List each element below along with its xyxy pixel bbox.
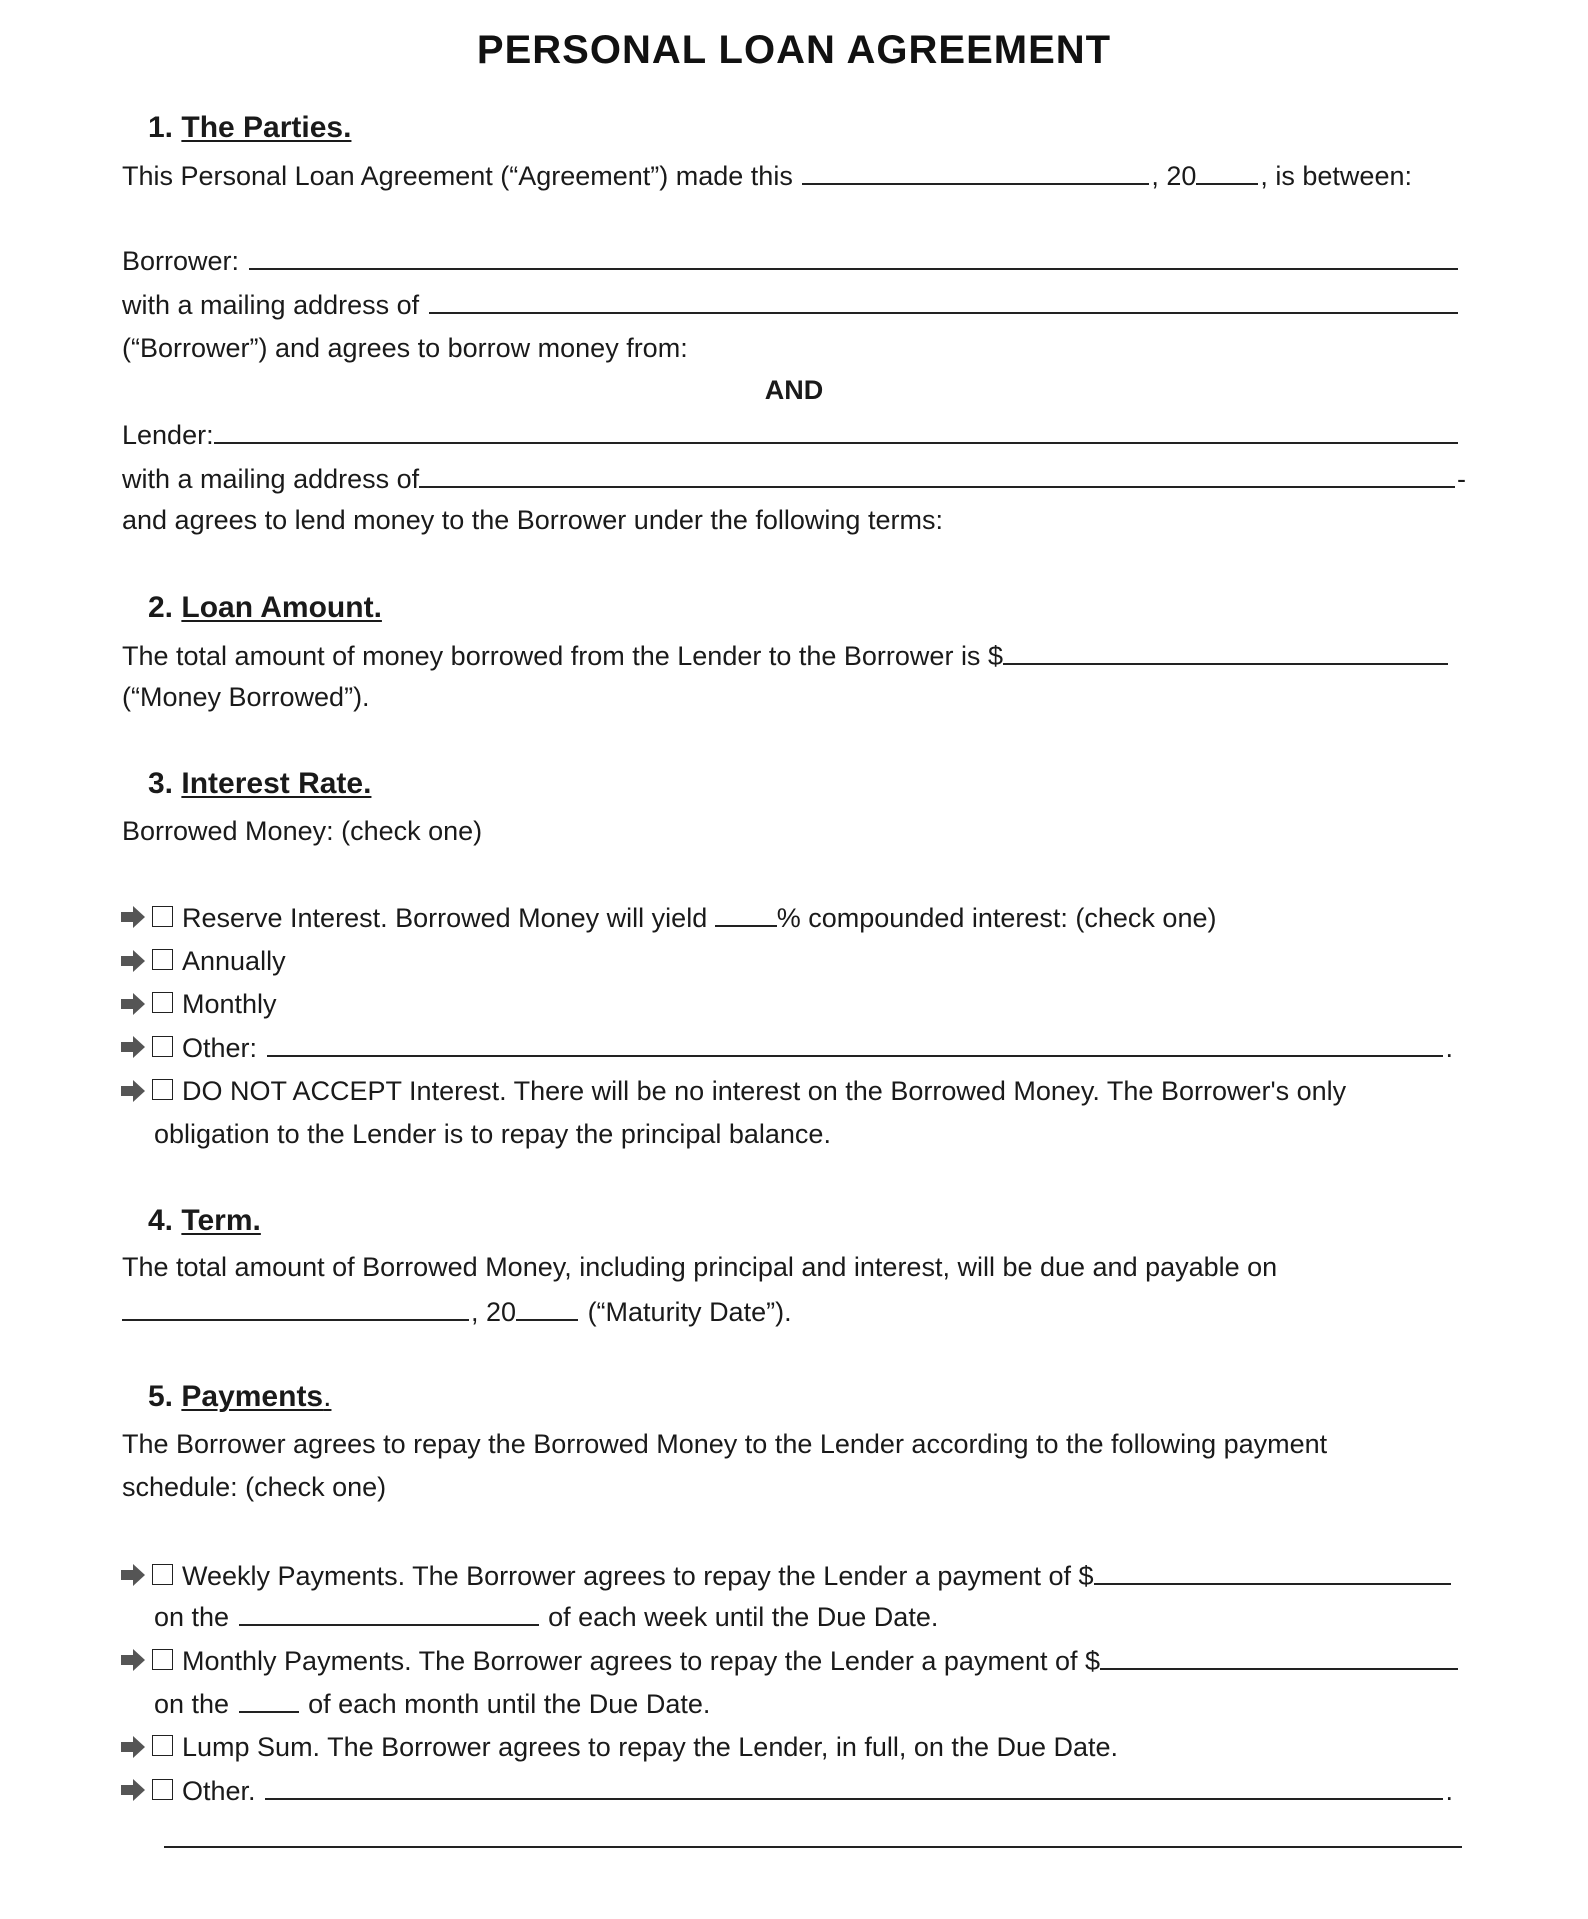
other-payment-field[interactable]: [265, 1768, 1443, 1800]
and-separator: AND: [764, 375, 824, 405]
payments-text: The Borrower agrees to repay the Borrowed Money to the Lender according to the following payment: [122, 1429, 1328, 1459]
year-prefix: , 20: [471, 1297, 517, 1327]
section-heading-interest-rate: [148, 762, 1460, 806]
option-other-payment: [120, 1768, 1453, 1812]
checkbox-icon[interactable]: [152, 1036, 173, 1057]
option-text: of each week until the Due Date.: [548, 1602, 939, 1632]
section-heading-payments: [148, 1375, 1460, 1419]
period: .: [323, 1380, 332, 1413]
monthly-amount-field[interactable]: [1100, 1638, 1458, 1670]
lender-address-line: [122, 456, 1466, 500]
interest-intro: Borrowed Money: (check one): [122, 816, 483, 846]
option-text: Annually: [182, 946, 286, 976]
borrower-line: [122, 238, 1460, 282]
agreement-date-line: [122, 153, 1460, 197]
section-number: 4.: [148, 1204, 174, 1237]
section-heading-term: [148, 1199, 1460, 1243]
money-borrowed-text: (“Money Borrowed”).: [122, 682, 370, 712]
section-heading-parties: [148, 106, 1460, 150]
arrow-icon: [120, 1735, 146, 1759]
borrower-name-field[interactable]: [249, 238, 1458, 270]
section-title: Interest Rate.: [181, 767, 372, 800]
borrower-agrees-text: (“Borrower”) and agrees to borrow money from:: [122, 333, 688, 363]
lender-address-field[interactable]: [419, 456, 1455, 488]
option-text: Weekly Payments. The Borrower agrees to repay the Lender a payment of $: [182, 1561, 1094, 1591]
section-title-text: Payments: [181, 1380, 324, 1413]
option-text: Monthly Payments. The Borrower agrees to repay the Lender a payment of $: [182, 1646, 1100, 1676]
loan-amount-text: The total amount of money borrowed from the Lender to the Borrower is $: [122, 641, 1003, 671]
option-text: on the: [154, 1689, 230, 1719]
lender-name-field[interactable]: [214, 412, 1458, 444]
option-text: Lump Sum. The Borrower agrees to repay the Lender, in full, on the Due Date.: [182, 1732, 1119, 1762]
option-text: of each month until the Due Date.: [308, 1689, 711, 1719]
option-monthly-payments: [120, 1638, 1460, 1682]
intro-text: This Personal Loan Agreement (“Agreement”) made this: [122, 161, 793, 191]
maturity-year-field[interactable]: [516, 1289, 578, 1321]
intro-end: , is between:: [1260, 161, 1412, 191]
payments-text-continued: schedule: (check one): [122, 1472, 387, 1502]
maturity-date-field[interactable]: [122, 1289, 469, 1321]
section-heading-loan-amount: [148, 586, 1460, 630]
option-text: Monthly: [182, 989, 277, 1019]
option-weekly-payments: [120, 1553, 1453, 1597]
agreement-date-field[interactable]: [802, 153, 1149, 185]
borrower-address-field[interactable]: [429, 282, 1458, 314]
other-payment-field-2[interactable]: [164, 1816, 1462, 1848]
section-title: [181, 1375, 331, 1419]
arrow-icon: [120, 1563, 146, 1587]
borrower-label: Borrower:: [122, 246, 240, 276]
monthly-day-line: [154, 1681, 1460, 1725]
arrow-icon: [120, 1035, 146, 1059]
dash: -: [1457, 464, 1466, 494]
arrow-icon: [120, 949, 146, 973]
borrower-address-label: with a mailing address of: [122, 290, 420, 320]
arrow-icon: [120, 1648, 146, 1672]
checkbox-icon[interactable]: [152, 949, 173, 970]
weekly-amount-field[interactable]: [1094, 1553, 1452, 1585]
period: .: [1445, 1776, 1453, 1806]
maturity-date-label: (“Maturity Date”).: [587, 1297, 792, 1327]
period: .: [1445, 1033, 1453, 1063]
loan-amount-line: [122, 633, 1450, 677]
option-annually: [120, 939, 1460, 983]
section-title: Term.: [181, 1204, 261, 1237]
section-number: 5.: [148, 1380, 174, 1413]
checkbox-icon[interactable]: [152, 1735, 173, 1756]
arrow-icon: [120, 1778, 146, 1802]
section-title: Loan Amount.: [181, 591, 382, 624]
arrow-icon: [120, 1079, 146, 1103]
option-no-interest: [120, 1069, 1460, 1113]
lender-address-label: with a mailing address of: [122, 464, 420, 494]
other-payment-continued-line: [162, 1816, 1464, 1860]
section-number: 2.: [148, 591, 174, 624]
section-number: 3.: [148, 767, 174, 800]
monthly-day-field[interactable]: [239, 1681, 299, 1713]
document-title: PERSONAL LOAN AGREEMENT: [476, 28, 1112, 72]
checkbox-icon[interactable]: [152, 1779, 173, 1800]
option-text: % compounded interest: (check one): [776, 903, 1217, 933]
option-other-interest: [120, 1025, 1453, 1069]
lender-agrees-text: and agrees to lend money to the Borrower under the following terms:: [122, 505, 943, 535]
option-lump-sum: [120, 1725, 1460, 1769]
option-text: on the: [154, 1602, 230, 1632]
checkbox-icon[interactable]: [152, 1564, 173, 1585]
interest-rate-field[interactable]: [715, 895, 777, 927]
lender-line: [122, 412, 1460, 456]
weekly-day-line: [154, 1594, 1460, 1638]
checkbox-icon[interactable]: [152, 992, 173, 1013]
arrow-icon: [120, 992, 146, 1016]
option-text: Other:: [182, 1033, 258, 1063]
option-monthly: [120, 982, 1460, 1026]
option-text: Reserve Interest. Borrowed Money will yield: [182, 903, 708, 933]
option-text-continued: obligation to the Lender is to repay the principal balance.: [154, 1119, 831, 1149]
checkbox-icon[interactable]: [152, 906, 173, 927]
term-text: The total amount of Borrowed Money, including principal and interest, will be due and payable on: [122, 1252, 1278, 1282]
checkbox-icon[interactable]: [152, 1649, 173, 1670]
arrow-icon: [120, 905, 146, 929]
year-prefix: , 20: [1151, 161, 1197, 191]
agreement-year-field[interactable]: [1196, 153, 1258, 185]
option-text: DO NOT ACCEPT Interest. There will be no interest on the Borrowed Money. The Borrower's only: [182, 1076, 1347, 1106]
maturity-date-line: [122, 1289, 1460, 1333]
other-interest-field[interactable]: [267, 1025, 1444, 1057]
checkbox-icon[interactable]: [152, 1079, 173, 1100]
borrower-address-line: [122, 282, 1460, 326]
lender-label: Lender:: [122, 420, 214, 450]
loan-amount-field[interactable]: [1003, 633, 1448, 665]
option-text: Other.: [182, 1776, 256, 1806]
weekly-day-field[interactable]: [239, 1594, 539, 1626]
option-reserve-interest: [120, 895, 1460, 939]
section-number: 1.: [148, 111, 174, 144]
section-title: The Parties.: [181, 111, 352, 144]
